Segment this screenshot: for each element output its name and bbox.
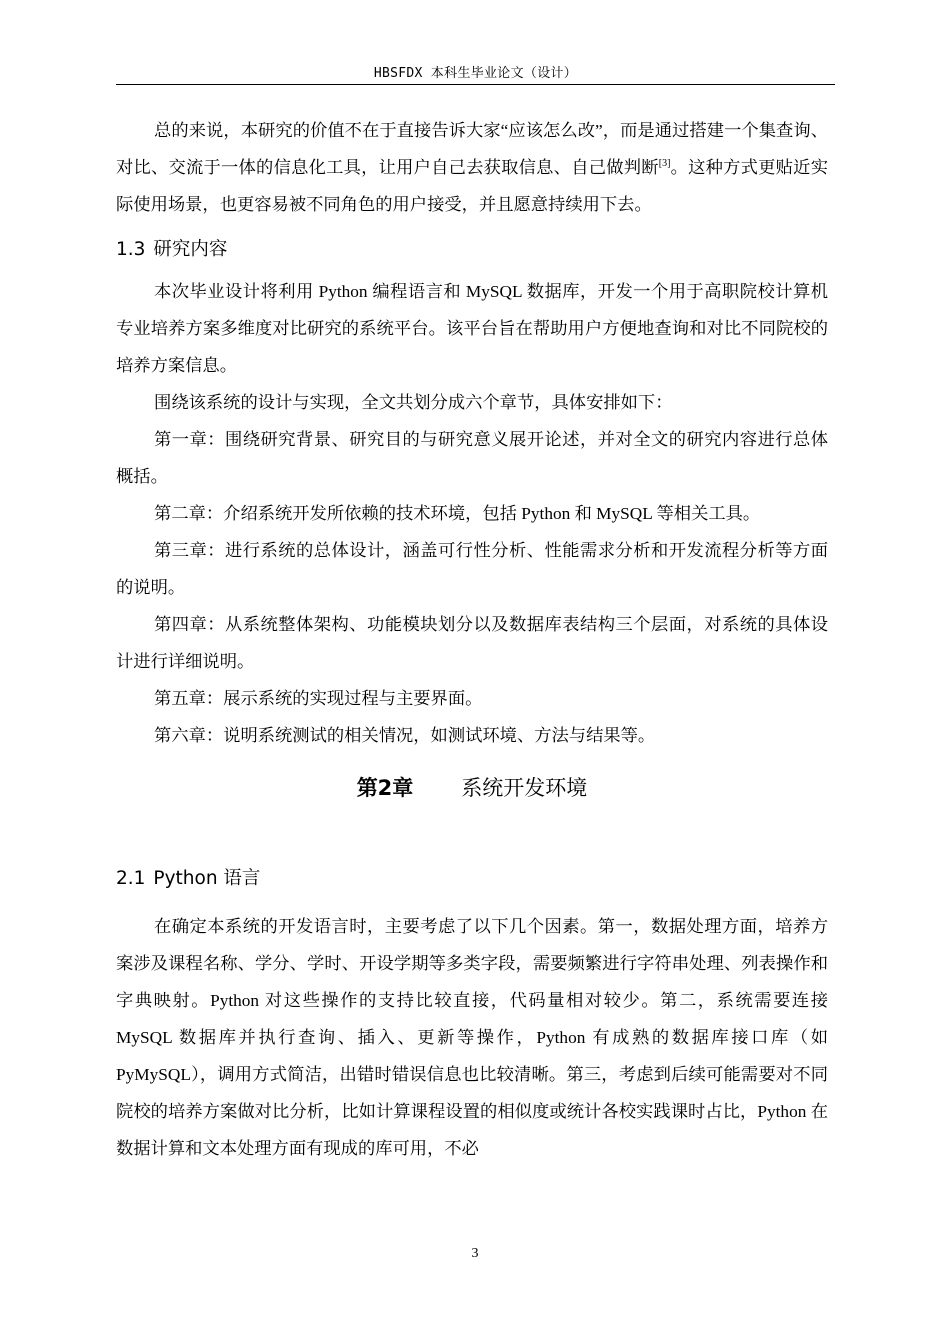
section-number: 2.1 [116,868,146,889]
paragraph-research-content: 本次毕业设计将利用 Python 编程语言和 MySQL 数据库，开发一个用于高职院校计算机专业培养方案多维度对比研究的系统平台。该平台旨在帮助用户方便地查询和对比不同院校的培养方案信息。 [116,282,828,375]
header-rule [116,84,835,85]
chapter-number: 第2章 [356,776,414,800]
paragraph-chapter-2: 第二章：介绍系统开发所依赖的技术环境，包括 Python 和 MySQL 等相关工具。 [154,504,761,523]
section-heading-1-3 [116,235,828,261]
paragraph-chapter-6: 第六章：说明系统测试的相关情况，如测试环境、方法与结果等。 [154,726,656,745]
paragraph-summary-text-end: 。这种方式更贴近实际使用场景，也更容易被不同角色的用户接受，并且愿意持续用下去。 [116,158,828,214]
paragraph-summary [116,112,828,223]
paragraph-summary-text: 总的来说，本研究的价值不在于直接告诉大家“应该怎么改”，而是通过搭建一个集查询、对比、交流于一体的信息化工具，让用户自己去获取信息、自己做判断 [116,121,828,177]
body-text [116,112,828,1167]
paragraph-chapter-1: 第一章：围绕研究背景、研究目的与研究意义展开论述，并对全文的研究内容进行总体概括。 [116,430,828,486]
paragraph-chapter-3: 第三章：进行系统的总体设计，涵盖可行性分析、性能需求分析和开发流程分析等方面的说明。 [116,541,828,597]
paragraph-chapter-overview: 围绕该系统的设计与实现，全文共划分成六个章节，具体安排如下： [154,393,673,412]
section-title: 研究内容 [153,239,228,260]
page-number: 3 [471,1246,479,1261]
chapter-title: 系统开发环境 [461,776,588,800]
citation-3[interactable]: [3] [658,158,671,170]
section-number: 1.3 [116,239,146,260]
section-title: Python 语言 [153,868,261,889]
section-heading-2-1 [116,864,828,890]
paragraph-chapter-5: 第五章：展示系统的实现过程与主要界面。 [154,689,483,708]
chapter-heading-2 [116,772,828,802]
running-header: HBSFDX 本科生毕业论文（设计） [373,66,578,81]
paragraph-chapter-4: 第四章：从系统整体架构、功能模块划分以及数据库表结构三个层面，对系统的具体设计进行详细说明。 [116,615,828,671]
paragraph-python-language: 在确定本系统的开发语言时，主要考虑了以下几个因素。第一，数据处理方面，培养方案涉及课程名称、学分、学时、开设学期等多类字段，需要频繁进行字符串处理、列表操作和字典映射。Python 对这些操作的支持比较直接，代码量相对较少。第二，系统需要连接 MySQL 数据库并执行查询、插入、更新等操作，Python 有成熟的数据库接口库（如 PyMySQL），调用方式简洁，出错时错误信息也比较清晰。第三，考虑到后续可能需要对不同院校的培养方案做对比分析，比如计算课程设置的相似度或统计各校实践课时占比，Python 在数据计算和文本处理方面有现成的库可用，不必 [116,917,828,1158]
